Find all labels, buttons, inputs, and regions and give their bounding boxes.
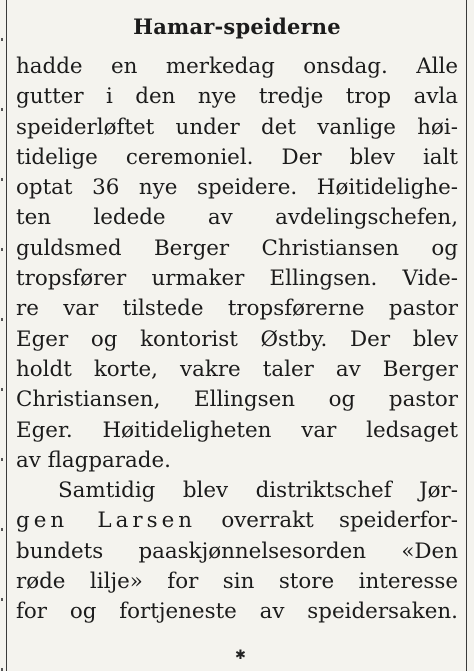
article-line: røde lilje» for sin store interesse (16, 569, 458, 595)
article-headline: Hamar-speiderne (133, 14, 341, 39)
spaced-name: gen Larsen (16, 508, 197, 534)
article-line: holdt korte, vakre taler av Berger (16, 356, 458, 382)
article-line: bundets paaskjønnelsesorden «Den (16, 538, 458, 564)
article-line-with-name (16, 506, 458, 536)
article-line: av flagparade. (16, 447, 171, 473)
article-line: speiderløftet under det vanlige høi- (16, 114, 458, 140)
article-line: hadde en merkedag onsdag. Alle (16, 54, 458, 79)
article-line: gutter i den nye tredje trop avla (16, 84, 458, 110)
left-column-rule (6, 0, 7, 671)
article-line: tropsfører urmaker Ellingsen. Vide- (16, 266, 458, 292)
article-line: optat 36 nye speidere. Høitidelighe- (16, 175, 458, 201)
article-body (16, 52, 458, 628)
article-line: guldsmed Berger Christiansen og (16, 235, 458, 261)
article-line-rest: overrakt speiderfor- (221, 508, 458, 534)
article-line: tidelige ceremoniel. Der blev ialt (16, 144, 458, 170)
article-line: Eger. Høitideligheten var ledsaget (16, 417, 458, 443)
article-line: re var tilstede tropsførerne pastor (16, 296, 458, 322)
article-line: ten ledede av avdelingschefen, (16, 205, 458, 231)
right-column-rule (466, 0, 467, 671)
article-line: Christiansen, Ellingsen og pastor (16, 387, 458, 413)
article-line: Samtidig blev distriktschef Jør- (58, 478, 458, 504)
article-line: Eger og kontorist Østby. Der blev (16, 326, 458, 352)
left-perforation (1, 0, 3, 671)
article-line: for og fortjeneste av speidersaken. (16, 599, 458, 625)
end-ornament-icon: ✱ (235, 648, 246, 663)
